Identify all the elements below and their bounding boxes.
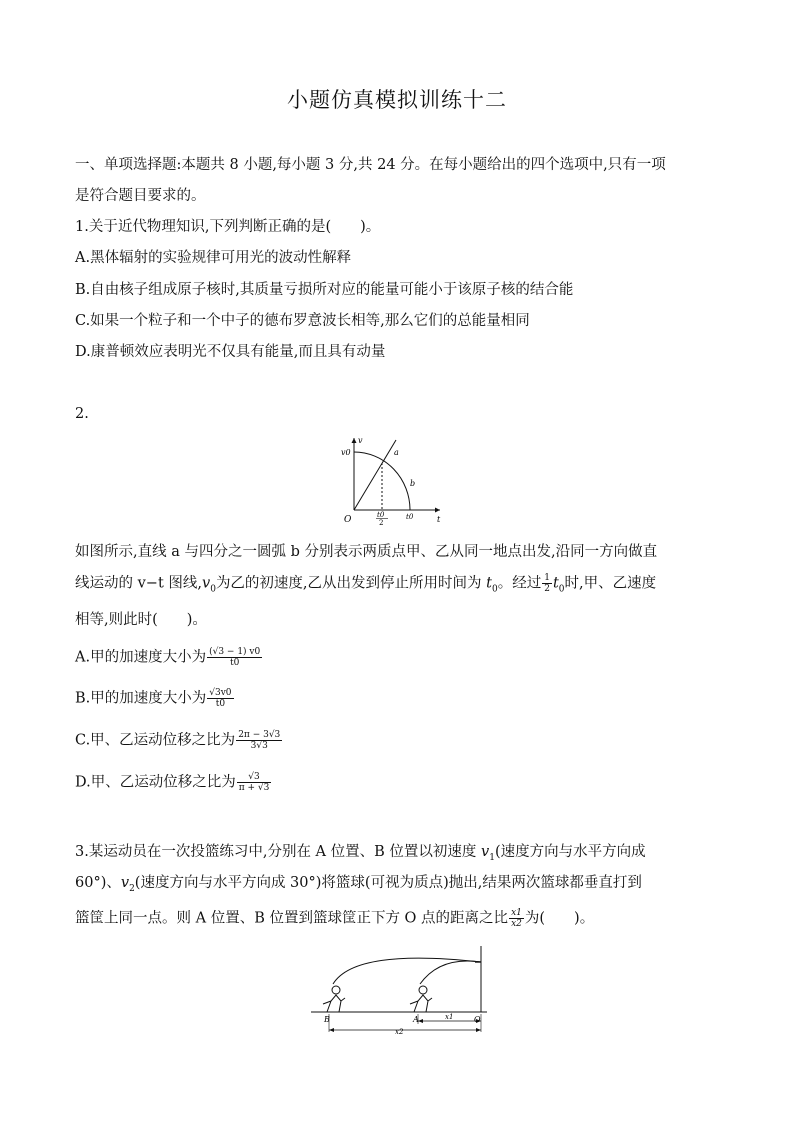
- question-3-stem-line2: 60°)、$v_2$(速度方向与水平方向成 30°)将篮球(可视为质点)抛出,结果两次篮球都垂直打到: [75, 875, 642, 894]
- label-b: B: [324, 1015, 330, 1024]
- label-x2: x2: [395, 1028, 404, 1036]
- tick-half-numerator: t0: [377, 511, 385, 519]
- curve-a-label: a: [394, 448, 399, 457]
- question-2-stem-line3: 相等,则此时( )。: [75, 612, 207, 628]
- label-x1: x1: [445, 1013, 454, 1021]
- question-1-option-d: D.康普顿效应表明光不仅具有能量,而且具有动量: [75, 344, 386, 360]
- tick-t0-label: t0: [406, 513, 414, 521]
- v-axis-arrow-icon: [352, 438, 357, 443]
- trajectory-from-a: [420, 961, 481, 984]
- question-1-option-a: A.黑体辐射的实验规律可用光的波动性解释: [75, 250, 352, 266]
- label-o: O: [474, 1015, 481, 1024]
- question-1-option-b: B.自由核子组成原子核时,其质量亏损所对应的能量可能小于该原子核的结合能: [75, 282, 574, 298]
- player-a-icon: [410, 986, 432, 1012]
- curve-b-label: b: [410, 479, 416, 488]
- t-axis-arrow-icon: [435, 508, 440, 513]
- half-fraction: $\frac{1}{2}$: [544, 573, 550, 594]
- section-instructions-line2: 是符合题目要求的。: [75, 188, 206, 204]
- question-2-stem-line1: 如图所示,直线 a 与四分之一圆弧 b 分别表示两质点甲、乙从同一地点出发,沿同一方向做直: [75, 544, 658, 560]
- v-axis-label: v: [358, 436, 363, 445]
- trajectory-from-b: [333, 958, 481, 984]
- question-2-option-b: B.甲的加速度大小为 $\frac{√3v0}{t0}$: [75, 688, 232, 709]
- basketball-figure: [305, 944, 490, 1036]
- tick-half-denominator: 2: [379, 519, 384, 526]
- question-3-stem-line1: 3.某运动员在一次投篮练习中,分别在 A 位置、B 位置以初速度 $v_1$(速度方向与水平方向成: [75, 844, 646, 863]
- t-axis-label: t: [437, 515, 441, 524]
- question-3-stem-line3: 篮筐上同一点。则 A 位置、B 位置到篮球筐正下方 O 点的距离之比 $\frac{x1}{x2}$ 为( )。: [75, 908, 595, 929]
- section-instructions-line1: 一、单项选择题:本题共 8 小题,每小题 3 分,共 24 分。在每小题给出的四个选项中,只有一项: [75, 157, 666, 173]
- line-a: [354, 440, 396, 510]
- v0-label: v0: [341, 448, 351, 457]
- question-2-option-d: D.甲、乙运动位移之比为 $\frac{√3}{\pi + √3}$: [75, 772, 270, 793]
- x2-left-arrow-icon: [329, 1028, 334, 1032]
- vt-graph-figure: [340, 434, 450, 526]
- question-2-stem-line2: 线运动的 v−t 图线$,v_0$为乙的初速度,乙从出发到停止所用时间为 $t_0$。经过 $\frac{1}{2}$ $t_0$时,甲、乙速度: [75, 573, 657, 595]
- x2-right-arrow-icon: [476, 1028, 481, 1032]
- question-2-number: 2.: [75, 406, 89, 422]
- label-a: A: [413, 1015, 419, 1024]
- player-b-icon: [323, 986, 345, 1012]
- question-2-option-a: A.甲的加速度大小为 $\frac{(√3 - 1) v0}{t0}$: [75, 647, 261, 668]
- question-1-stem: 1.关于近代物理知识,下列判断正确的是( )。: [75, 219, 381, 235]
- origin-label: O: [344, 515, 352, 525]
- page-title: 小题仿真模拟训练十二: [287, 88, 507, 112]
- question-2-option-c: C.甲、乙运动位移之比为 $\frac{2\pi - 3√3}{3√3}$: [75, 730, 281, 751]
- question-1-option-c: C.如果一个粒子和一个中子的德布罗意波长相等,那么它们的总能量相同: [75, 313, 530, 329]
